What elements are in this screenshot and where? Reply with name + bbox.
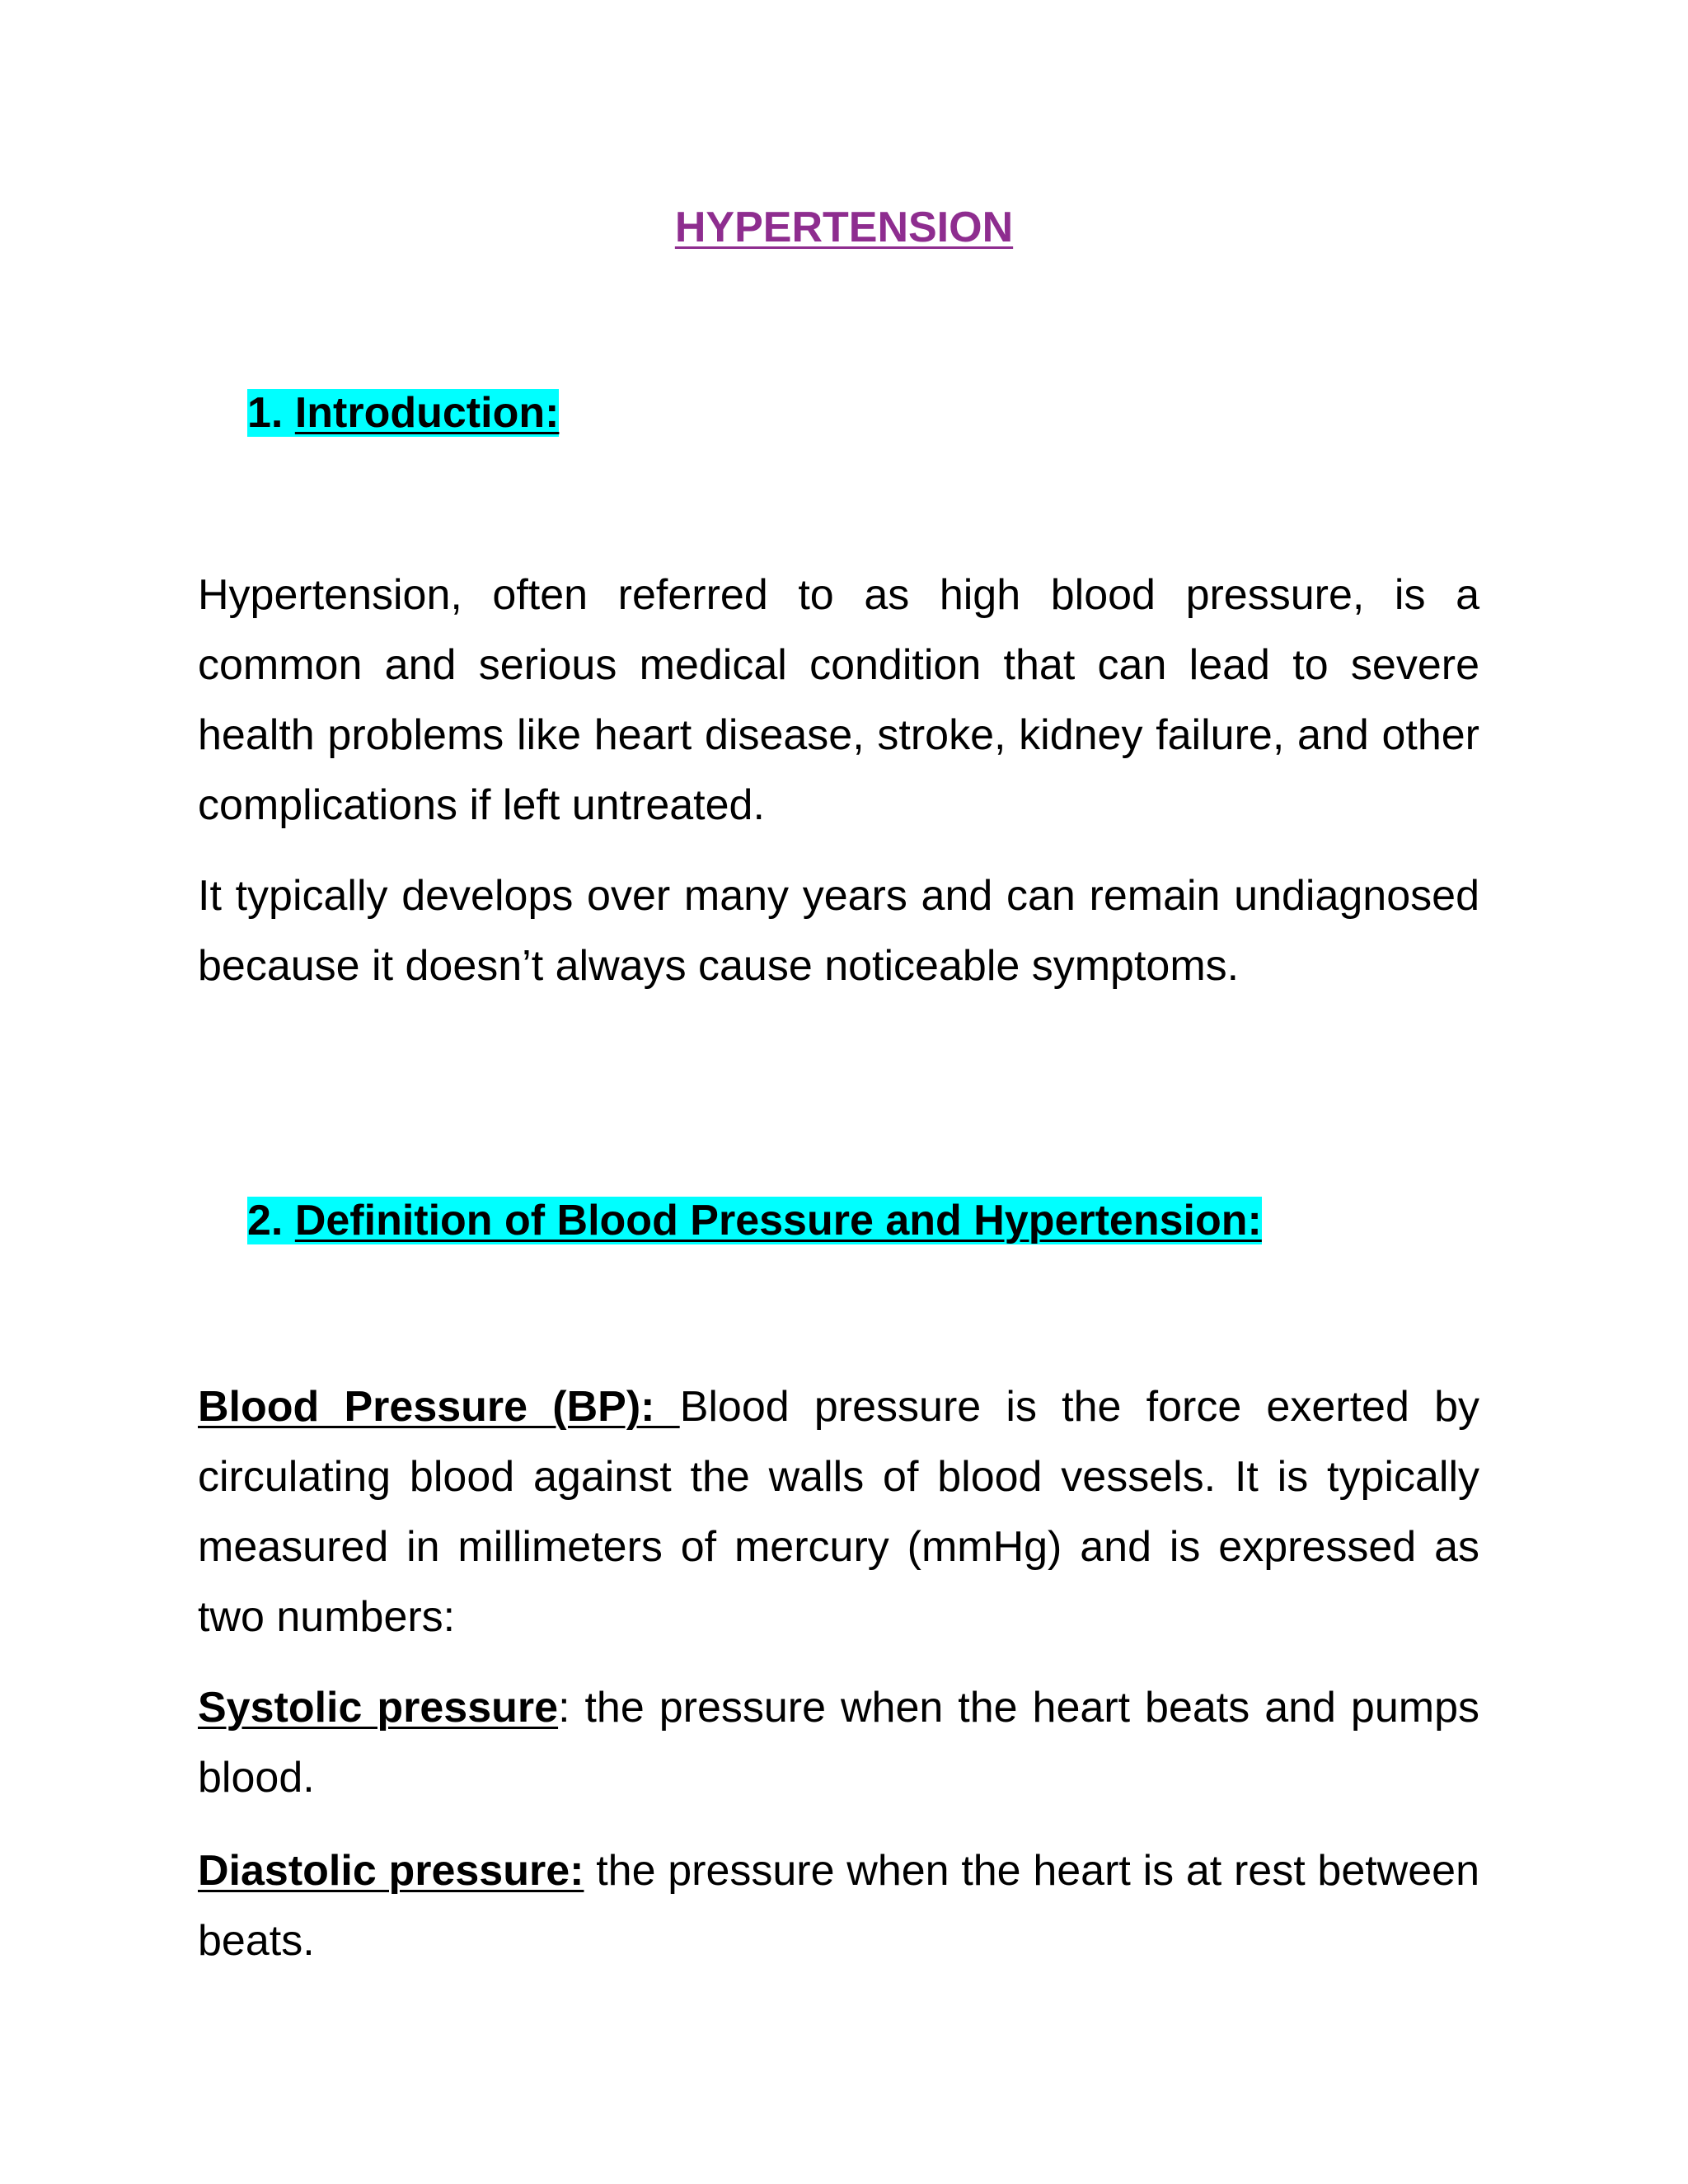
section-heading-introduction	[247, 383, 559, 443]
section-heading-definition	[247, 1191, 1262, 1250]
paragraph: It typically develops over many years and can remain undiagnosed because it doesn’t always cause noticeable symptoms.	[198, 872, 1479, 990]
definition-blood-pressure	[198, 1372, 1479, 1652]
definition-text: Blood pressure is the force exerted by circulating blood against the walls of blood vessels. It is typically measured in millimeters of mercury (mmHg) and is expressed as two numbers:	[198, 1383, 1479, 1641]
document-title	[0, 198, 1688, 257]
section-heading-text: Definition of Blood Pressure and Hypertension:	[294, 1197, 1262, 1244]
document-title-text: HYPERTENSION	[674, 204, 1014, 251]
section-number: 2.	[247, 1197, 284, 1244]
section-heading-text: Introduction:	[294, 389, 560, 437]
paragraph: Hypertension, often referred to as high blood pressure, is a common and serious medical condition that can lead to severe health problems like heart disease, stroke, kidney failure, and other complications if left untreated.	[198, 571, 1479, 829]
definition-text: the pressure when the heart is at rest between beats.	[198, 1847, 1479, 1965]
definition-text: : the pressure when the heart beats and pumps blood.	[198, 1684, 1479, 1802]
definition-systolic-pressure	[198, 1673, 1479, 1813]
section-number: 1.	[247, 389, 284, 437]
definition-term: Blood Pressure (BP):	[198, 1383, 680, 1431]
definition-term: Systolic pressure	[198, 1684, 559, 1732]
definition-diastolic-pressure	[198, 1836, 1479, 1976]
definition-term: Diastolic pressure:	[198, 1847, 584, 1895]
